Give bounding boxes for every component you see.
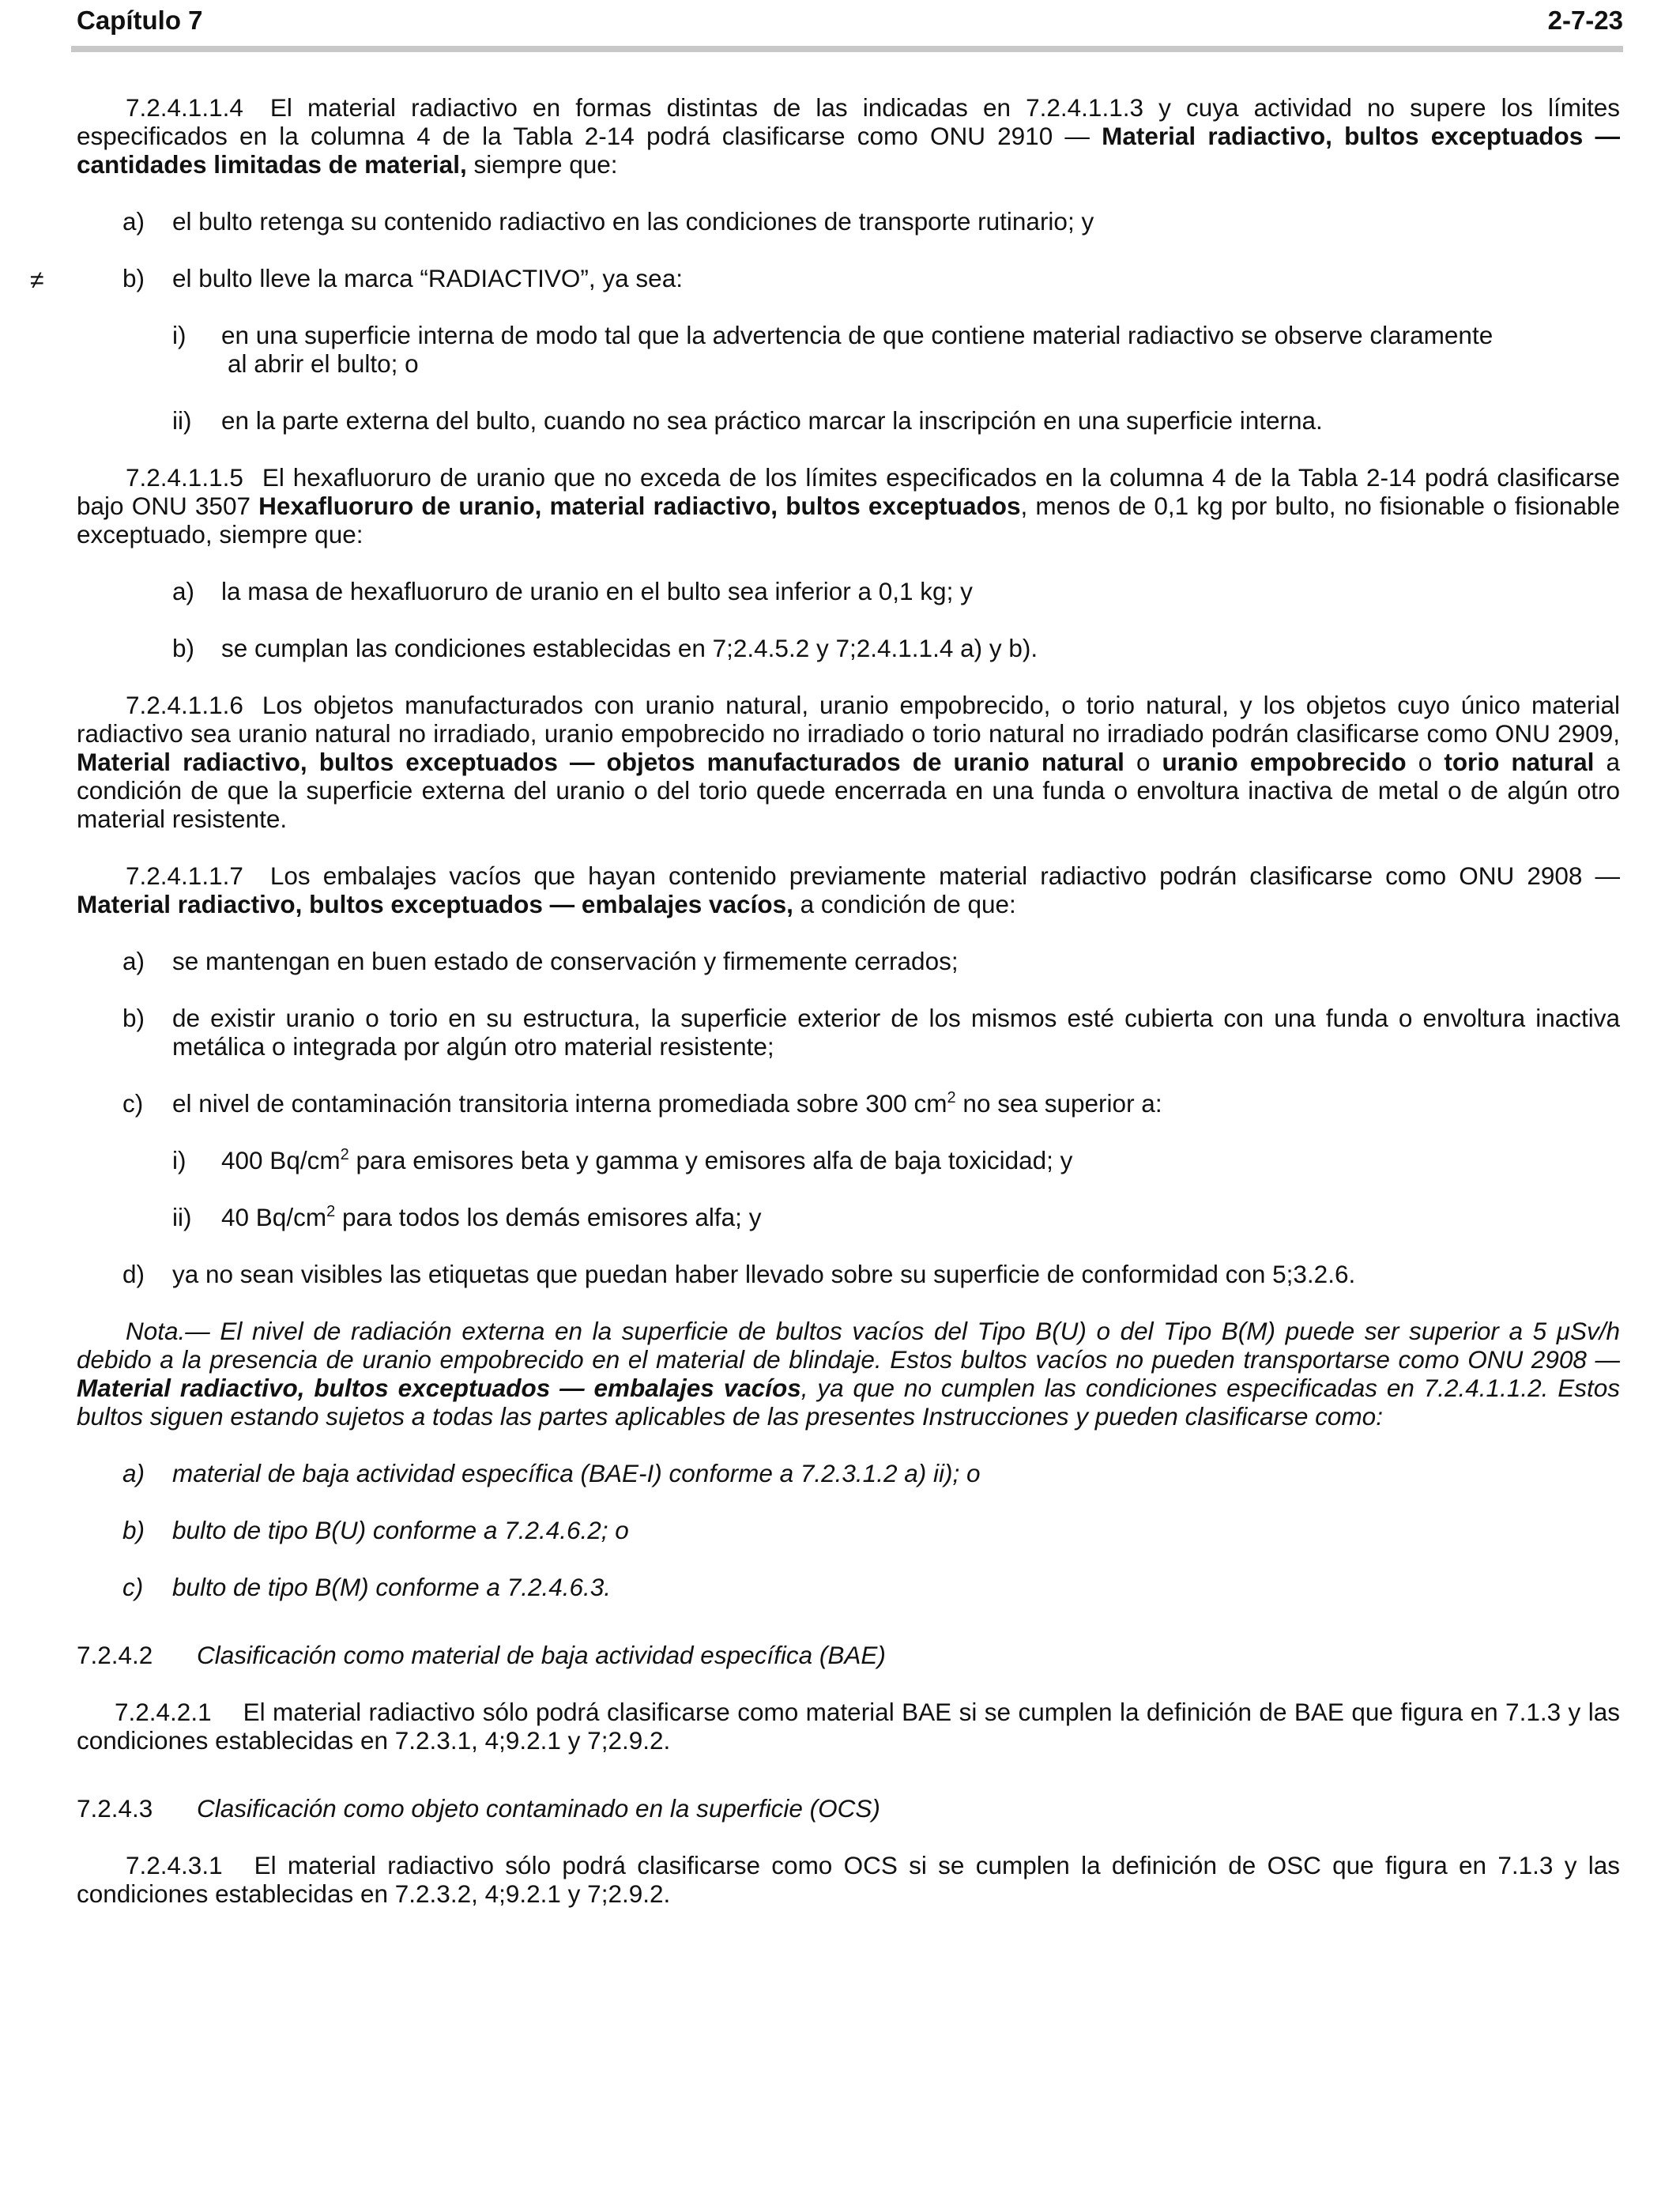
list-item: c) el nivel de contaminación transitoria interna promediada sobre 300 $cm^2$ no sea superior a: [122,1089,1162,1118]
paragraph-7-2-4-3-1: 7.2.4.3.1 El material radiactivo sólo podrá clasificarse como OCS si se cumplen la definición de OSC que figura en 7.1.3 y las condiciones establecidas en 7.2.3.2, 4;9.2.1 y 7;2.9.2. [77,1851,1620,1908]
list-item: b) el bulto lleve la marca “RADIACTIVO”, ya sea: [122,264,683,292]
section-heading-7-2-4-3: 7.2.4.3 Clasificación como objeto contaminado en la superficie (OCS) [77,1794,880,1823]
list-item: b) se cumplan las condiciones establecidas en 7;2.4.5.2 y 7;2.4.1.1.4 a) y b). [172,634,1038,662]
list-item: i) en una superficie interna de modo tal que la advertencia de que contiene material radiactivo se observe claramente al abrir el bulto; o [172,321,1494,378]
page-header [77,5,1623,46]
list-item: i) 400 $Bq/cm^2$ para emisores beta y gamma y emisores alfa de baja toxicidad; y [172,1146,1073,1174]
list-item: b) de existir uranio o torio en su estructura, la superficie exterior de los mismos esté cubierta con una funda o envoltura inactiva metálica o integrada por algún otro material resistente; [122,1004,1620,1061]
paragraph-number: 7.2.4.1.1.4 [126,93,243,122]
list-item: a) material de baja actividad específica (BAE-I) conforme a 7.2.3.1.2 a) ii); o [122,1459,981,1487]
paragraph-7-2-4-1-1-6: 7.2.4.1.1.6 Los objetos manufacturados con uranio natural, uranio empobrecido, o torio natural, y los objetos cuyo único material radiactivo sea uranio natural no irradiado, uranio empobrecido no irradiado o torio natural no irradiado podrán clasificarse como ONU 2909, Material radiactivo, bultos exceptuados — objetos manufacturados de uranio natural o uranio empobrecido o torio natural a condición de que la superficie externa del uranio o del torio quede encerrada en una funda o envoltura inactiva de metal o de algún otro material resistente. [77,691,1620,833]
header-rule [71,46,1623,52]
paragraph-7-2-4-1-1-4: 7.2.4.1.1.4 El material radiactivo en formas distintas de las indicadas en 7.2.4.1.1.3 y cuya actividad no supere los límites especificados en la columna 4 de la Tabla 2-14 podrá clasificarse como ONU 2910 — Material radiactivo, bultos exceptuados — cantidades limitadas de material, siempre que: [77,93,1620,179]
document-body [77,93,1620,1936]
paragraph-number: 7.2.4.1.1.6 [126,691,243,719]
change-mark: ≠ [30,266,44,294]
list-item: b) bulto de tipo B(U) conforme a 7.2.4.6.2; o [122,1516,629,1544]
list-item: d) ya no sean visibles las etiquetas que puedan haber llevado sobre su superficie de conformidad con 5;3.2.6. [122,1260,1356,1288]
section-heading-7-2-4-2: 7.2.4.2 Clasificación como material de baja actividad específica (BAE) [77,1641,886,1669]
paragraph-number: 7.2.4.1.1.5 [126,463,243,492]
paragraph-7-2-4-2-1: 7.2.4.2.1 El material radiactivo sólo podrá clasificarse como material BAE si se cumplen la definición de BAE que figura en 7.1.3 y las condiciones establecidas en 7.2.3.1, 4;9.2.1 y 7;2.9.2. [77,1698,1620,1755]
paragraph-7-2-4-1-1-7: 7.2.4.1.1.7 Los embalajes vacíos que hayan contenido previamente material radiactivo podrán clasificarse como ONU 2908 — Material radiactivo, bultos exceptuados — embalajes vacíos, a condición de que: [77,861,1620,918]
paragraph-number: 7.2.4.1.1.7 [126,861,243,890]
list-item: a) el bulto retenga su contenido radiactivo en las condiciones de transporte rutinario; y [122,207,1094,236]
list-item: a) se mantengan en buen estado de conservación y firmemente cerrados; [122,947,959,975]
list-item: ii) 40 $Bq/cm^2$ para todos los demás emisores alfa; y [172,1203,762,1231]
list-item: c) bulto de tipo B(M) conforme a 7.2.4.6.3. [122,1573,612,1601]
list-item: a) la masa de hexafluoruro de uranio en el bulto sea inferior a 0,1 kg; y [172,577,973,605]
paragraph-7-2-4-1-1-5: 7.2.4.1.1.5 El hexafluoruro de uranio que no exceda de los límites especificados en la columna 4 de la Tabla 2-14 podrá clasificarse bajo ONU 3507 Hexafluoruro de uranio, material radiactivo, bultos exceptuados, menos de 0,1 kg por bulto, no fisionable o fisionable exceptuado, siempre que: [77,463,1620,548]
chapter-title: Capítulo 7 [77,6,203,35]
note-paragraph: Nota.— El nivel de radiación externa en la superficie de bultos vacíos del Tipo B(U) o del Tipo B(M) puede ser superior a 5 μSv/h debido a la presencia de uranio empobrecido en el material de blindaje. Estos bultos vacíos no pueden transportarse como ONU 2908 — Material radiactivo, bultos exceptuados — embalajes vacíos, ya que no cumplen las condiciones especificadas en 7.2.4.1.1.2. Estos bultos siguen estando sujetos a todas las partes aplicables de las presentes Instrucciones y pueden clasificarse como: [77,1317,1621,1431]
list-item: ii) en la parte externa del bulto, cuando no sea práctico marcar la inscripción en una superficie interna. [172,406,1323,435]
page-number: 2-7-23 [1547,6,1623,35]
